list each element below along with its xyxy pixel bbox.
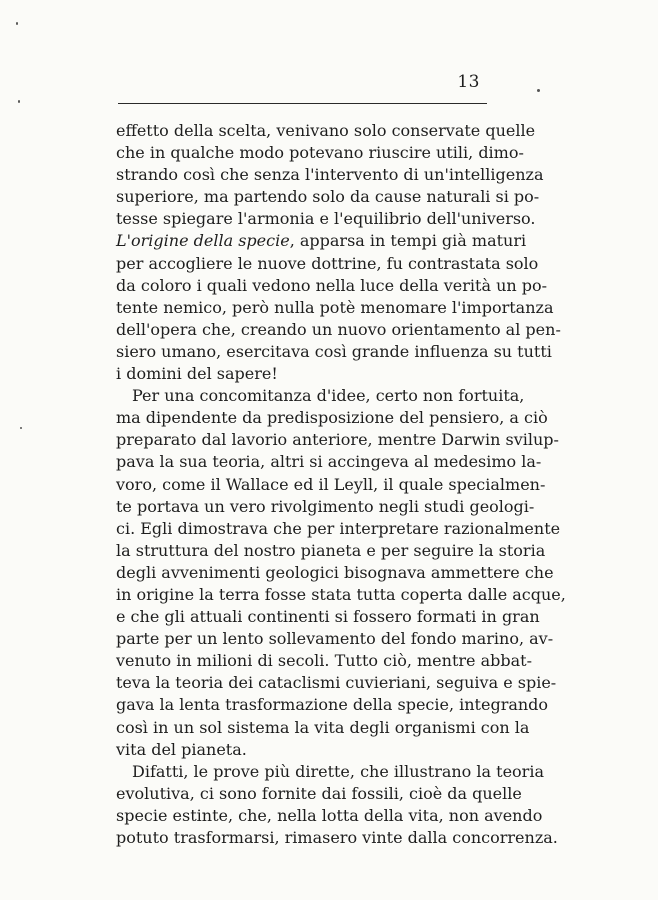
text-line: e che gli attuali continenti si fossero formati in gran <box>116 607 540 627</box>
body-text <box>116 120 566 849</box>
text-line: potuto trasformarsi, rimasero vinte dalla concorrenza. <box>116 828 558 847</box>
text-line: i domini del sapere! <box>116 364 278 384</box>
text-line: evolutiva, ci sono fornite dai fossili, cioè da quelle <box>116 783 522 803</box>
text-line: ci. Egli dimostrava che per interpretare razionalmente <box>116 518 561 538</box>
text-line: pava la sua teoria, altri si accingeva al medesimo la- <box>116 452 542 472</box>
text-line: così in un sol sistema la vita degli organismi con la <box>116 717 530 737</box>
text-line: tente nemico, però nulla potè menomare l'importanza <box>116 297 554 317</box>
text-line: degli avvenimenti geologici bisognava ammettere che <box>116 562 554 582</box>
scan-speck <box>16 22 18 25</box>
text-line: parte per un lento sollevamento del fondo marino, av- <box>116 629 554 649</box>
text-line: che in qualche modo potevano riuscire utili, dimo- <box>116 143 524 163</box>
text-line: dell'opera che, creando un nuovo orientamento al pen- <box>116 319 561 339</box>
page-number: 13 <box>457 72 480 92</box>
scan-speck <box>18 100 20 103</box>
scan-speck <box>537 89 540 92</box>
text-line: superiore, ma partendo solo da cause naturali si po- <box>116 187 540 207</box>
text-line: per accogliere le nuove dottrine, fu contrastata solo <box>116 253 539 273</box>
text-line: strando così che senza l'intervento di un'intelligenza <box>116 165 544 185</box>
text-line: in origine la terra fosse stata tutta coperta dalle acque, <box>116 584 566 604</box>
text-line: Per una concomitanza d'idee, certo non fortuita, <box>132 386 525 406</box>
text-line: venuto in milioni di secoli. Tutto ciò, mentre abbat- <box>116 651 532 671</box>
text-line: da coloro i quali vedono nella luce della verità un po- <box>116 275 548 295</box>
text-line: Difatti, le prove più dirette, che illustrano la teoria <box>132 761 544 781</box>
text-line-rest: , apparsa in tempi già maturi <box>289 231 527 251</box>
text-line: ma dipendente da predisposizione del pensiero, a ciò <box>116 408 548 428</box>
text-line: siero umano, esercitava così grande influenza su tutti <box>116 341 552 361</box>
text-line: effetto della scelta, venivano solo conservate quelle <box>116 121 536 140</box>
text-line: te portava un vero rivolgimento negli studi geologi- <box>116 496 535 516</box>
text-line: vita del pianeta. <box>116 739 247 759</box>
book-title: L'origine della specie <box>116 231 290 251</box>
text-line: teva la teoria dei cataclismi cuvieriani, seguiva e spie- <box>116 673 557 693</box>
text-line: specie estinte, che, nella lotta della vita, non avendo <box>116 805 543 825</box>
text-line: tesse spiegare l'armonia e l'equilibrio dell'universo. <box>116 209 536 229</box>
text-line: gava la lenta trasformazione della specie, integrando <box>116 695 549 715</box>
text-line: preparato dal lavorio anteriore, mentre Darwin svilup- <box>116 430 559 450</box>
scan-speck <box>20 427 22 429</box>
text-line: voro, come il Wallace ed il Leyll, il quale specialmen- <box>116 474 546 494</box>
header-rule <box>118 103 487 104</box>
text-line <box>116 230 527 252</box>
text-line: la struttura del nostro pianeta e per seguire la storia <box>116 540 546 560</box>
